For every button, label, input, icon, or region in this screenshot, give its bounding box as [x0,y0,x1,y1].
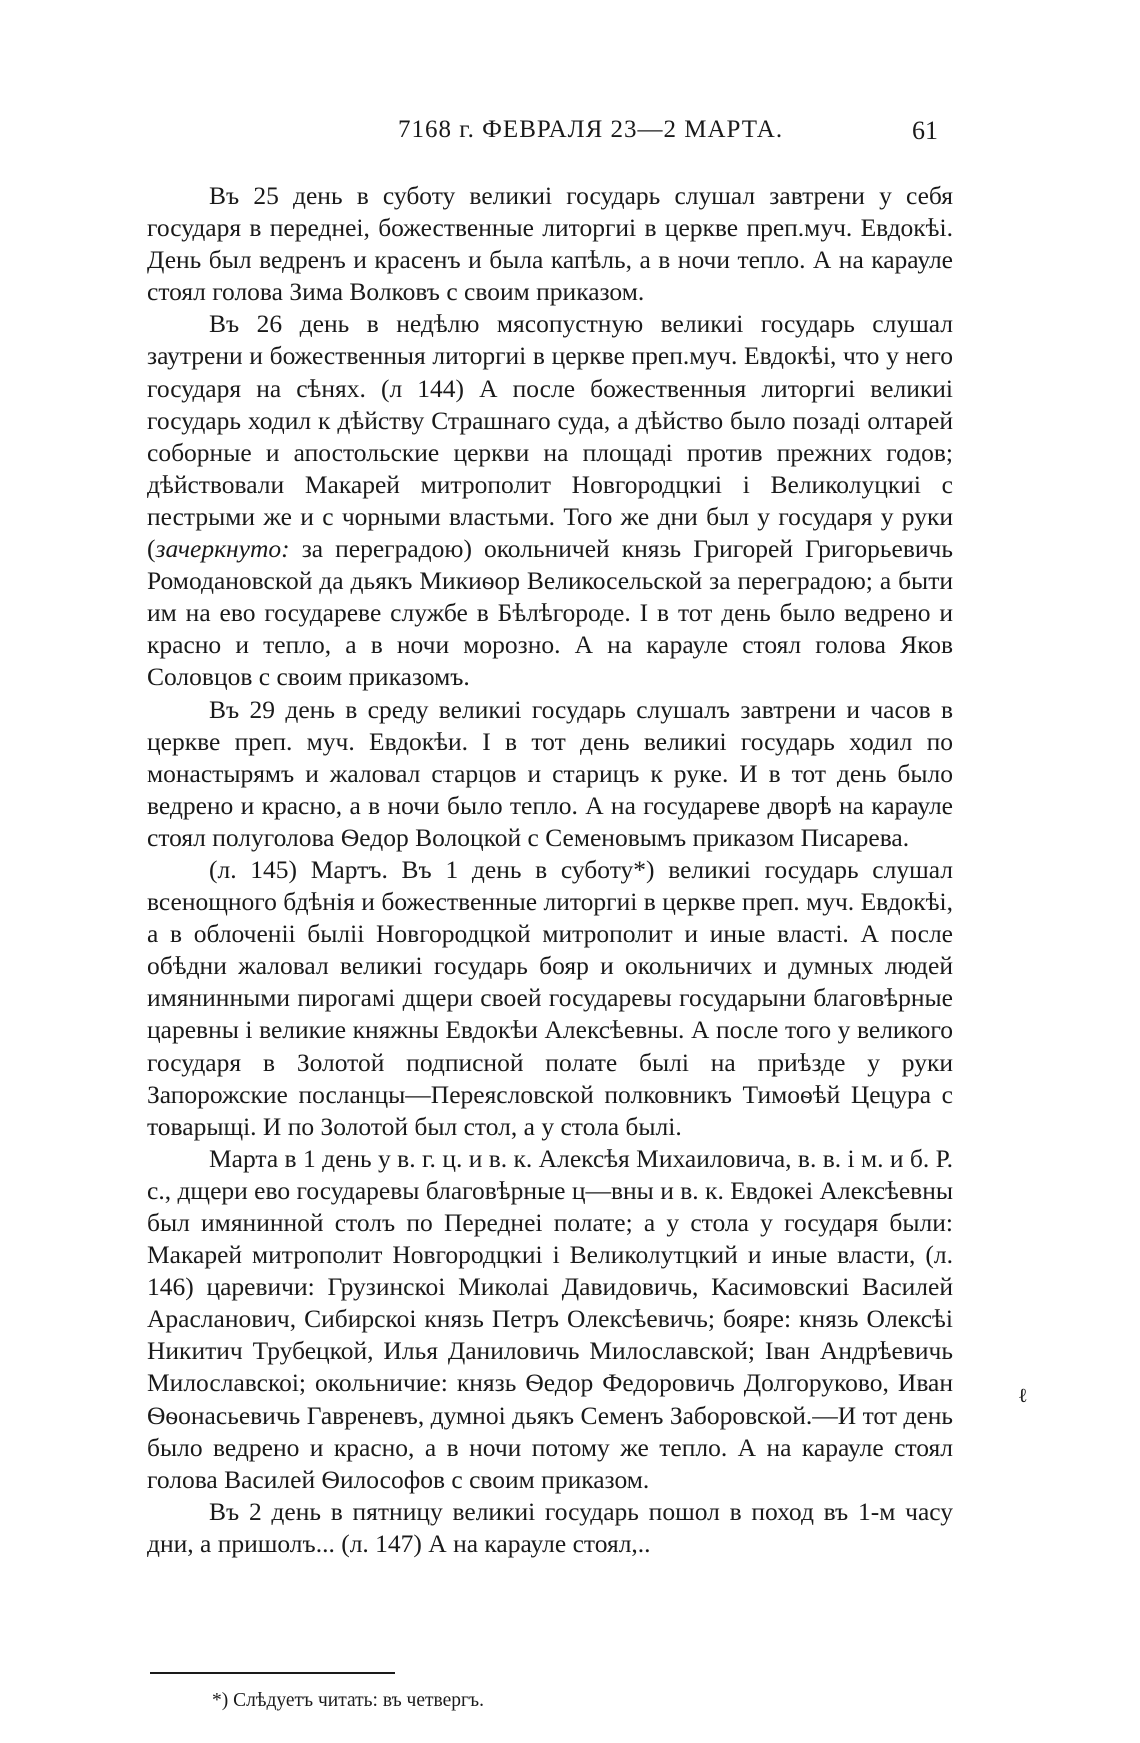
main-text [147,180,953,1560]
paragraph-march-1: (л. 145) Мартъ. Въ 1 день в суботу*) великиі государь слушал всенощного бдѣнія и божественные литоргиі в церкве преп. муч. Евдокѣі, а в облоченіі быліі Новгородцкой митрополит и иные власті. А после обѣдни жаловал великиі государь бояр и окольничих и думных людей имянинными пирогамі дщери своей государевы государыни благовѣрные царевны і великие княжны Евдокѣи Алексѣевны. А после того у великого государя в Золотой подписной полате былі на приѣзде у руки Запорожские посланцы—Переясловской полковникъ Тимоѳѣй Цецура с товарыщі. И по Золотой был стол, а у стола былі. [147,854,953,1141]
page-number: 61 [912,116,938,145]
footnote: *) Слѣдуетъ читать: въ четвергъ. [212,1690,484,1711]
footnote-divider [150,1672,395,1674]
editorial-note: зачеркнуто: [155,534,290,564]
paragraph-march-2: Въ 2 день в пятницу великиі государь пошол в поход въ 1-м часу дни, а пришолъ... (л. 147) А на карауле стоял,.. [147,1496,953,1558]
paragraph-feb-26: Въ 26 день в недѣлю мясопустную великиі государь слушал заутрени и божественныя литоргиі в церкве преп.муч. Евдокѣі, что у него государя на сѣнях. (л 144) А после божественныя литоргиі великиі государь ходил к дѣйству Страшнаго суда, а дѣйство было позаді олтарей соборные и апостольские церкви на площаді против прежних годов; дѣйствовали Макарей митрополит Новгородцкиі і Великолуцкиі с пестрыми же и с чорными властьми. Того же дни был у государя у руки (зачеркнуто: за переградою) окольничей князь Григорей Григорьевичь Ромодановской да дьякъ Микиѳор Великосельской за переградою; а быти им на ево государеве службе в Бѣлѣгороде. І в тот день было ведрено и красно и тепло, а в ночи морозно. А на карауле стоял голова Яков Соловцов с своим приказомъ. [147,309,953,692]
paragraph-feb-26-continuation: за переградою) окольничей князь Григорей Григорьевичь Ромодановской да дьякъ Микиѳор Великосельской за переградою; а быти им на ево государеве службе в Бѣлѣгороде. І в тот день было ведрено и красно и тепло, а в ночи морозно. А на карауле стоял голова Яков Соловцов с своим приказомъ. [147,534,953,692]
paragraph-feb-26-text: Въ 26 день в недѣлю мясопустную великиі государь слушал заутрени и божественныя литоргиі в церкве преп.муч. Евдокѣі, что у него государя на сѣнях. (л 144) А после божественныя литоргиі великиі государь ходил к дѣйству Страшнаго суда, а дѣйство было позаді олтарей соборные и апостольские церкви на площаді против прежних годов; дѣйствовали Макарей митрополит Новгородцкиі і Великолуцкиі с пестрыми же и с чорными властьми. Того же дни был у государя у руки [147,309,953,531]
paragraph-march-1-feast: Марта в 1 день у в. г. ц. и в. к. Алексѣя Михаиловича, в. в. і м. и б. Р. с., дщери ево государевы благовѣрные ц—вны и в. к. Евдокеі Алексѣевны был имянинной столъ по Переднеі полате; а у стола у государя были: Макарей митрополит Новгородцкиі і Великолутцкий и иные власти, (л. 146) царевичи: Грузинскоі Миколаі Давидовичь, Касимовскиі Василей Арасланович, Сибирскоі князь Петръ Олексѣевичь; бояре: князь Олексѣі Никитич Трубецкой, Илья Даниловичь Милославской; Іван Андрѣевичь Милославскоі; окольничие: князь Ѳедор Федоровичь Долгоруково, Иван Ѳѳонасьевичь Гавреневъ, думноі дьякъ Семенъ Заборовской.—И тот день было ведрено и красно, а в ночи потому же тепло. А на карауле стоял голова Василей Ѳилософов с своим приказом. [147,1143,953,1494]
margin-mark: ℓ [1018,1385,1028,1407]
paragraph-feb-25: Въ 25 день в суботу великиі государь слушал завтрени у себя государя в переднеі, божественные литоргиі в церкве преп.муч. Евдокѣі. День был ведренъ и красенъ и была капѣль, а в ночи тепло. А на карауле стоял голова Зима Волковъ с своим приказом. [147,181,953,307]
running-head [148,116,938,150]
paragraph-feb-29: Въ 29 день в среду великиі государь слушалъ завтрени и часов в церкве преп. муч. Евдокѣи. І в тот день великиі государь ходил по монастырямъ и жаловал старцов и старицъ к руке. И в тот день было ведрено и красно, а в ночи было тепло. А на государеве дворѣ на карауле стоял полуголова Ѳедор Волоцкой с Семеновымъ приказом Писарева. [147,694,953,852]
running-title: 7168 г. ФЕВРАЛЯ 23—2 МАРТА. [398,116,784,143]
